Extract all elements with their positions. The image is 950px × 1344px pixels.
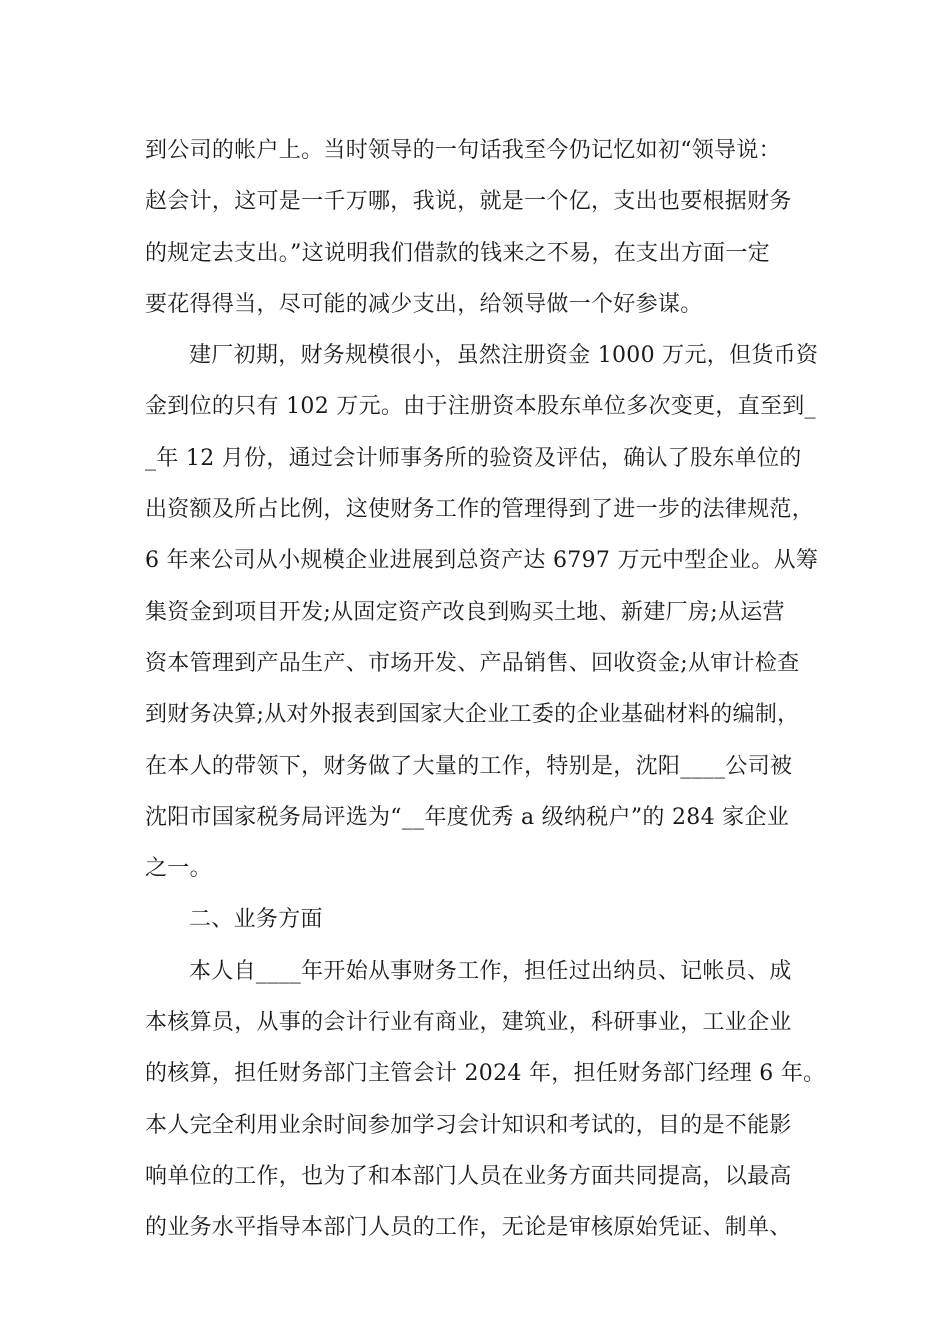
text-line: 的核算，担任财务部门主管会计 2024 年，担任财务部门经理 6 年。 <box>145 1061 826 1087</box>
text-line: 的规定去支出。”这说明我们借款的钱来之不易，在支出方面一定 <box>145 240 770 266</box>
text-line: 响单位的工作，也为了和本部门人员在业务方面共同提高，以最高 <box>145 1163 792 1189</box>
text-line: 在本人的带领下，财务做了大量的工作，特别是，沈阳____公司被 <box>145 753 793 779</box>
text-line: 金到位的只有 102 万元。由于注册资本股东单位多次变更，直至到_ <box>145 394 816 420</box>
text-line: 到公司的帐户上。当时领导的一句话我至今仍记忆如初“领导说： <box>145 138 781 163</box>
text-line: 的业务水平指导本部门人员的工作，无论是审核原始凭证、制单、 <box>145 1215 792 1241</box>
text-line: 要花得得当，尽可能的减少支出，给领导做一个好参谋。 <box>145 291 703 317</box>
text-line: 本人完全利用业余时间参加学习会计知识和考试的，目的是不能影 <box>145 1112 792 1138</box>
text-line: 出资额及所占比例，这使财务工作的管理得到了进一步的法律规范， <box>145 497 815 523</box>
text-line: 本核算员，从事的会计行业有商业，建筑业，科研事业，工业企业 <box>145 1010 792 1036</box>
paragraph-first-line: 建厂初期，财务规模很小，虽然注册资金 1000 万元，但货币资 <box>189 343 819 369</box>
text-line: 之一。 <box>145 856 212 882</box>
text-line: _年 12 月份，通过会计师事务所的验资及评估，确认了股东单位的 <box>145 445 802 471</box>
paragraph-first-line: 本人自____年开始从事财务工作，担任过出纳员、记帐员、成 <box>189 958 792 984</box>
text-line: 沈阳市国家税务局评选为“__年度优秀 a 级纳税户”的 284 家企业 <box>145 804 790 830</box>
text-line: 资本管理到产品生产、市场开发、产品销售、回收资金;从审计检查 <box>145 650 800 676</box>
text-line: 6 年来公司从小规模企业进展到总资产达 6797 万元中型企业。从筹 <box>145 548 819 574</box>
body-text <box>145 125 835 1254</box>
text-line: 集资金到项目开发;从固定资产改良到购买土地、新建厂房;从运营 <box>145 599 785 625</box>
section-heading: 二、业务方面 <box>189 907 323 933</box>
text-line: 到财务决算;从对外报表到国家大企业工委的企业基础材料的编制， <box>145 702 800 728</box>
text-line: 赵会计，这可是一千万哪，我说，就是一个亿，支出也要根据财务 <box>145 189 792 215</box>
